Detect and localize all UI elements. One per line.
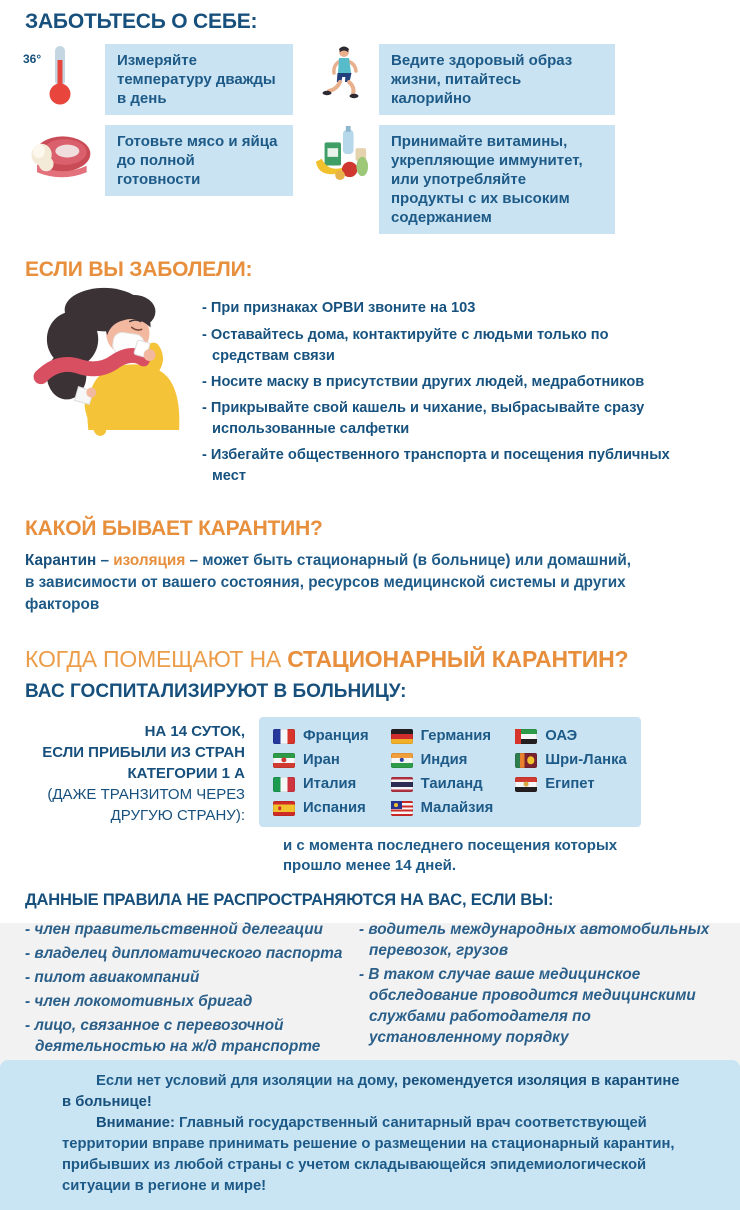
flag-malaysia-icon	[391, 801, 413, 816]
care-title: ЗАБОТЬТЕСЬ О СЕБЕ:	[25, 10, 258, 33]
notice-bold: рекомендуется изоляция в карантине в больнице!	[62, 1073, 680, 1111]
country-row	[273, 776, 369, 792]
country-label: Малайзия	[420, 800, 494, 817]
countries-note-line: (ДАЖЕ ТРАНЗИТОМ ЧЕРЕЗ	[47, 786, 245, 804]
country-label: Испания	[303, 800, 366, 817]
flag-spain-icon	[273, 801, 295, 816]
when-title-light: КОГДА ПОМЕЩАЮТ НА	[25, 646, 282, 673]
tip-temperature	[25, 44, 293, 115]
when-title	[25, 646, 715, 673]
tip-cooking	[25, 125, 293, 196]
exception-item: - В таком случае ваше медицинское обследование проводится медицинскими службами работодателя по установленному порядку	[359, 965, 696, 1047]
flag-egypt-icon	[515, 777, 537, 792]
flags-column-2	[391, 728, 494, 816]
sick-item: - Носите маску в присутствии других людей, медработников	[202, 373, 645, 390]
meat-eggs-icon	[25, 125, 95, 179]
flag-germany-icon	[391, 729, 413, 744]
sick-woman-illustration	[27, 282, 202, 435]
country-label: Иран	[303, 752, 340, 769]
hospitalization-subtitle: ВАС ГОСПИТАЛИЗИРУЮТ В БОЛЬНИЦУ:	[25, 681, 407, 703]
country-label: Таиланд	[420, 776, 483, 793]
countries-flags-box	[259, 717, 641, 827]
exceptions-title: ДАННЫЕ ПРАВИЛА НЕ РАСПРОСТРАНЯЮТСЯ НА ВАС, ЕСЛИ ВЫ:	[25, 890, 554, 909]
attention-label: Внимание:	[96, 1115, 175, 1132]
sick-list	[202, 298, 715, 492]
flag-uae-icon	[515, 729, 537, 744]
country-row	[391, 752, 494, 768]
notice-line-2	[62, 1113, 692, 1197]
types-rest: – может быть стационарный (в больнице) или домашний, в зависимости от вашего состояния, ресурсов медицинской системы и других факторов	[25, 551, 632, 613]
types-term: Карантин	[25, 551, 97, 569]
types-term-isolation: изоляция	[113, 551, 186, 569]
notice-line-1	[62, 1071, 692, 1113]
runner-icon	[313, 44, 369, 100]
exceptions-columns	[25, 919, 715, 1061]
flags-column-3	[515, 728, 626, 816]
exception-item: - лицо, связанное с перевозочной деятельностью на ж/д транспорте	[25, 1017, 321, 1056]
section-exceptions	[0, 877, 740, 1061]
exceptions-list-right	[359, 919, 715, 1061]
country-label: Франция	[303, 728, 369, 745]
exception-item: - член правительственной делегации	[25, 920, 323, 938]
country-row	[515, 728, 626, 744]
country-row	[515, 776, 626, 792]
flag-india-icon	[391, 753, 413, 768]
country-row	[391, 800, 494, 816]
exceptions-list-left	[25, 919, 345, 1061]
sick-item: - Избегайте общественного транспорта и посещения публичных мест	[202, 447, 670, 485]
types-title: КАКОЙ БЫВАЕТ КАРАНТИН?	[25, 516, 323, 540]
section-sick	[0, 246, 740, 492]
tip-lifestyle	[313, 44, 615, 115]
flag-iran-icon	[273, 753, 295, 768]
countries-note-line: КАТЕГОРИИ 1 А	[127, 765, 245, 783]
sick-title: ЕСЛИ ВЫ ЗАБОЛЕЛИ:	[25, 258, 253, 282]
sick-item: - Прикрывайте свой кашель и чихание, выбрасывайте сразу использованные салфетки	[202, 400, 645, 438]
section-types	[0, 505, 740, 623]
sick-item: - При признаках ОРВИ звоните на 103	[202, 300, 476, 317]
exception-item: - член локомотивных бригад	[25, 992, 253, 1010]
country-label: ОАЭ	[545, 728, 578, 745]
section-when	[0, 634, 740, 877]
country-row	[515, 752, 626, 768]
exception-item: - владелец дипломатического паспорта	[25, 944, 343, 962]
country-row	[391, 728, 494, 744]
thermometer-value: 36°	[23, 52, 42, 66]
flag-france-icon	[273, 729, 295, 744]
flags-column-1	[273, 728, 369, 816]
countries-note	[25, 717, 245, 827]
attention-text: Главный государственный санитарный врач соответствующей территории вправе принимать решение о размещении на стационарный карантин, прибывших из любой страны с учетом складывающейся эпидемиологической ситуации в регионе и мире!	[62, 1115, 675, 1195]
country-row	[273, 728, 369, 744]
countries-note-line: ЕСЛИ ПРИБЫЛИ ИЗ СТРАН	[42, 744, 245, 762]
country-row	[273, 800, 369, 816]
groceries-icon	[313, 125, 369, 181]
countries-note-line: ДРУГУЮ СТРАНУ):	[110, 807, 245, 825]
country-label: Египет	[545, 776, 595, 793]
section-care	[0, 0, 740, 234]
thermometer-icon	[25, 44, 95, 106]
countries-block	[25, 717, 715, 827]
sick-row	[25, 282, 715, 492]
tip-vitamins	[313, 125, 615, 234]
country-label: Италия	[303, 776, 357, 793]
country-label: Германия	[420, 728, 492, 745]
flag-thailand-icon	[391, 777, 413, 792]
country-label: Шри-Ланка	[545, 752, 627, 769]
flag-italy-icon	[273, 777, 295, 792]
tip-text-temperature: Измеряйте температуру дважды в день	[105, 44, 293, 115]
when-title-bold: СТАЦИОНАРНЫЙ КАРАНТИН?	[287, 646, 629, 673]
exception-item: - пилот авиакомпаний	[25, 968, 200, 986]
care-tips-grid	[25, 44, 615, 234]
exception-item: - водитель международных автомобильных перевозок, грузов	[359, 920, 710, 959]
sick-item: - Оставайтесь дома, контактируйте с людьми только по средствам связи	[202, 326, 609, 364]
countries-footnote: и с момента последнего посещения которых прошло менее 14 дней.	[283, 837, 618, 875]
country-label: Индия	[420, 752, 468, 769]
country-row	[391, 776, 494, 792]
tip-text-vitamins: Принимайте витамины, укрепляющие иммунитет, или употребляйте продукты с их высоким содержанием	[379, 125, 615, 234]
flag-srilanka-icon	[515, 753, 537, 768]
notice-regular: Если нет условий для изоляции на дому,	[96, 1073, 398, 1090]
tip-text-lifestyle: Ведите здоровый образ жизни, питайтесь калорийно	[379, 44, 615, 115]
types-dash: –	[100, 551, 110, 569]
countries-note-line: НА 14 СУТОК,	[144, 723, 245, 741]
country-row	[273, 752, 369, 768]
tip-text-cooking: Готовьте мясо и яйца до полной готовности	[105, 125, 293, 196]
types-paragraph	[25, 550, 635, 617]
notice-box	[0, 1060, 740, 1210]
